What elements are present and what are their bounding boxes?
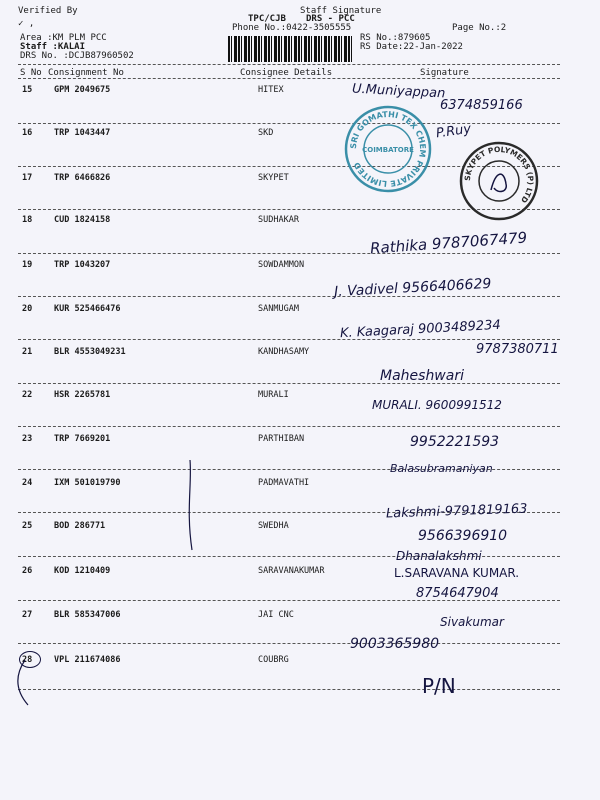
row-consignment: CUD 1824158 xyxy=(54,215,111,225)
handwritten-entry: K. Kaagaraj 9003489234 xyxy=(339,317,502,342)
pen-scribble xyxy=(170,455,210,555)
staff-label: Staff :KALAI xyxy=(20,42,86,52)
handwritten-name: U.Muniyappan xyxy=(351,81,446,102)
staff-signature-label: Staff Signature xyxy=(300,6,382,16)
handwritten-name: Dhanalakshmi xyxy=(396,549,482,563)
handwritten-signature: P.Ruy xyxy=(435,121,473,142)
company-stamp xyxy=(343,104,433,194)
row-consignment: TRP 1043447 xyxy=(54,128,111,138)
row-sno: 18 xyxy=(22,215,33,225)
handwritten-entry: MURALI. 9600991512 xyxy=(372,398,502,412)
table-row xyxy=(18,655,578,669)
row-consignee: JAI CNC xyxy=(258,610,294,620)
handwritten-name: Balasubramaniyan xyxy=(390,462,493,475)
handwritten-entry: Rathika 9787067479 xyxy=(369,228,528,258)
row-consignee: KANDHASAMY xyxy=(258,347,310,357)
handwritten-name: Maheshwari xyxy=(380,368,464,384)
row-consignment: KUR 525466476 xyxy=(54,304,121,314)
stamp-center-text: COIMBATORE xyxy=(362,146,414,154)
handwritten-entry: Lakshmi-9791819163 xyxy=(385,501,528,522)
verified-by-label: Verified By xyxy=(18,6,78,16)
handwritten-phone: 9787380711 xyxy=(476,342,559,357)
row-sno: 24 xyxy=(22,478,33,488)
table-row xyxy=(18,260,578,274)
handwritten-phone: 6374859166 xyxy=(440,98,523,113)
column-sno: S No xyxy=(20,68,42,78)
row-consignee: COUBRG xyxy=(258,655,289,665)
row-sno: 17 xyxy=(22,173,33,183)
rs-date: RS Date:22-Jan-2022 xyxy=(360,42,463,52)
stamp-ring-text: SKYPET POLYMERS (P) LTD xyxy=(462,144,536,205)
row-divider xyxy=(18,123,560,124)
handwritten-entry: J. Vadivel 9566406629 xyxy=(333,275,492,301)
row-consignee: SKYPET xyxy=(258,173,289,183)
row-consignee: SARAVANAKUMAR xyxy=(258,566,325,576)
row-sno: 26 xyxy=(22,566,33,576)
table-row xyxy=(18,304,578,318)
verified-mark: ✓ , xyxy=(18,19,35,29)
row-consignee: SWEDHA xyxy=(258,521,289,531)
row-sno: 23 xyxy=(22,434,33,444)
drs-number: DRS No. :DCJB87960502 xyxy=(20,51,134,61)
row-divider xyxy=(18,339,560,340)
row-consignee: PARTHIBAN xyxy=(258,434,305,444)
row-divider xyxy=(18,296,560,297)
area-label: Area :KM PLM PCC xyxy=(20,33,107,43)
handwritten-signature: P/N xyxy=(422,674,456,698)
row-consignment: TRP 7669201 xyxy=(54,434,111,444)
row-sno: 28 xyxy=(22,655,33,665)
row-consignment: VPL 211674086 xyxy=(54,655,121,665)
handwritten-phone: 9003365980 xyxy=(350,636,440,652)
company-stamp xyxy=(458,140,540,222)
row-consignment: KOD 1210409 xyxy=(54,566,111,576)
row-sno: 16 xyxy=(22,128,33,138)
handwritten-name: L.SARAVANA KUMAR. xyxy=(394,566,520,580)
row-consignee: MURALI xyxy=(258,390,289,400)
row-sno: 19 xyxy=(22,260,33,270)
header-divider xyxy=(18,64,560,65)
column-signature: Signature xyxy=(420,68,469,78)
row-consignment: HSR 2265781 xyxy=(54,390,111,400)
handwritten-phone: 9952221593 xyxy=(410,434,500,450)
page-number: Page No.:2 xyxy=(452,23,507,33)
stamp-ring-text: SRI GOMATHI TEX CHEM PRIVATE LIMITED xyxy=(348,109,428,189)
row-consignment: TRP 6466826 xyxy=(54,173,111,183)
row-consignment: GPM 2049675 xyxy=(54,85,111,95)
column-consignment: Consignment No xyxy=(48,68,124,78)
table-row xyxy=(18,478,578,492)
column-consignee: Consignee Details xyxy=(240,68,333,78)
handwritten-name: Sivakumar xyxy=(440,615,504,629)
row-consignee: HITEX xyxy=(258,85,284,95)
row-divider xyxy=(18,643,560,644)
phone-number: Phone No.:0422-3505555 xyxy=(232,23,352,33)
row-sno: 27 xyxy=(22,610,33,620)
table-row xyxy=(18,85,578,99)
row-consignee: SUDHAKAR xyxy=(258,215,299,225)
row-consignment: BOD 286771 xyxy=(54,521,106,531)
handwritten-phone: 9566396910 xyxy=(418,528,508,544)
row-divider xyxy=(18,253,560,254)
handwritten-phone: 8754647904 xyxy=(416,586,499,601)
row-consignment: BLR 585347006 xyxy=(54,610,121,620)
row-consignee: SANMUGAM xyxy=(258,304,299,314)
rs-number: RS No.:879605 xyxy=(360,33,431,43)
row-consignment: IXM 501019790 xyxy=(54,478,121,488)
row-consignment: BLR 4553049231 xyxy=(54,347,126,357)
column-divider xyxy=(18,78,560,79)
row-divider xyxy=(18,426,560,427)
row-sno: 25 xyxy=(22,521,33,531)
row-consignment: TRP 1043207 xyxy=(54,260,111,270)
row-sno: 15 xyxy=(22,85,33,95)
row-consignee: SKD xyxy=(258,128,274,138)
row-sno: 21 xyxy=(22,347,33,357)
tpc-code: TPC/CJB xyxy=(248,14,286,24)
row-consignee: PADMAVATHI xyxy=(258,478,310,488)
row-sno: 20 xyxy=(22,304,33,314)
row-divider xyxy=(18,689,560,690)
drs-title: DRS - PCC xyxy=(306,14,355,24)
row-divider xyxy=(18,383,560,384)
row-consignee: SOWDAMMON xyxy=(258,260,305,270)
row-sno: 22 xyxy=(22,390,33,400)
barcode xyxy=(228,36,354,62)
pen-scribble xyxy=(10,660,40,710)
